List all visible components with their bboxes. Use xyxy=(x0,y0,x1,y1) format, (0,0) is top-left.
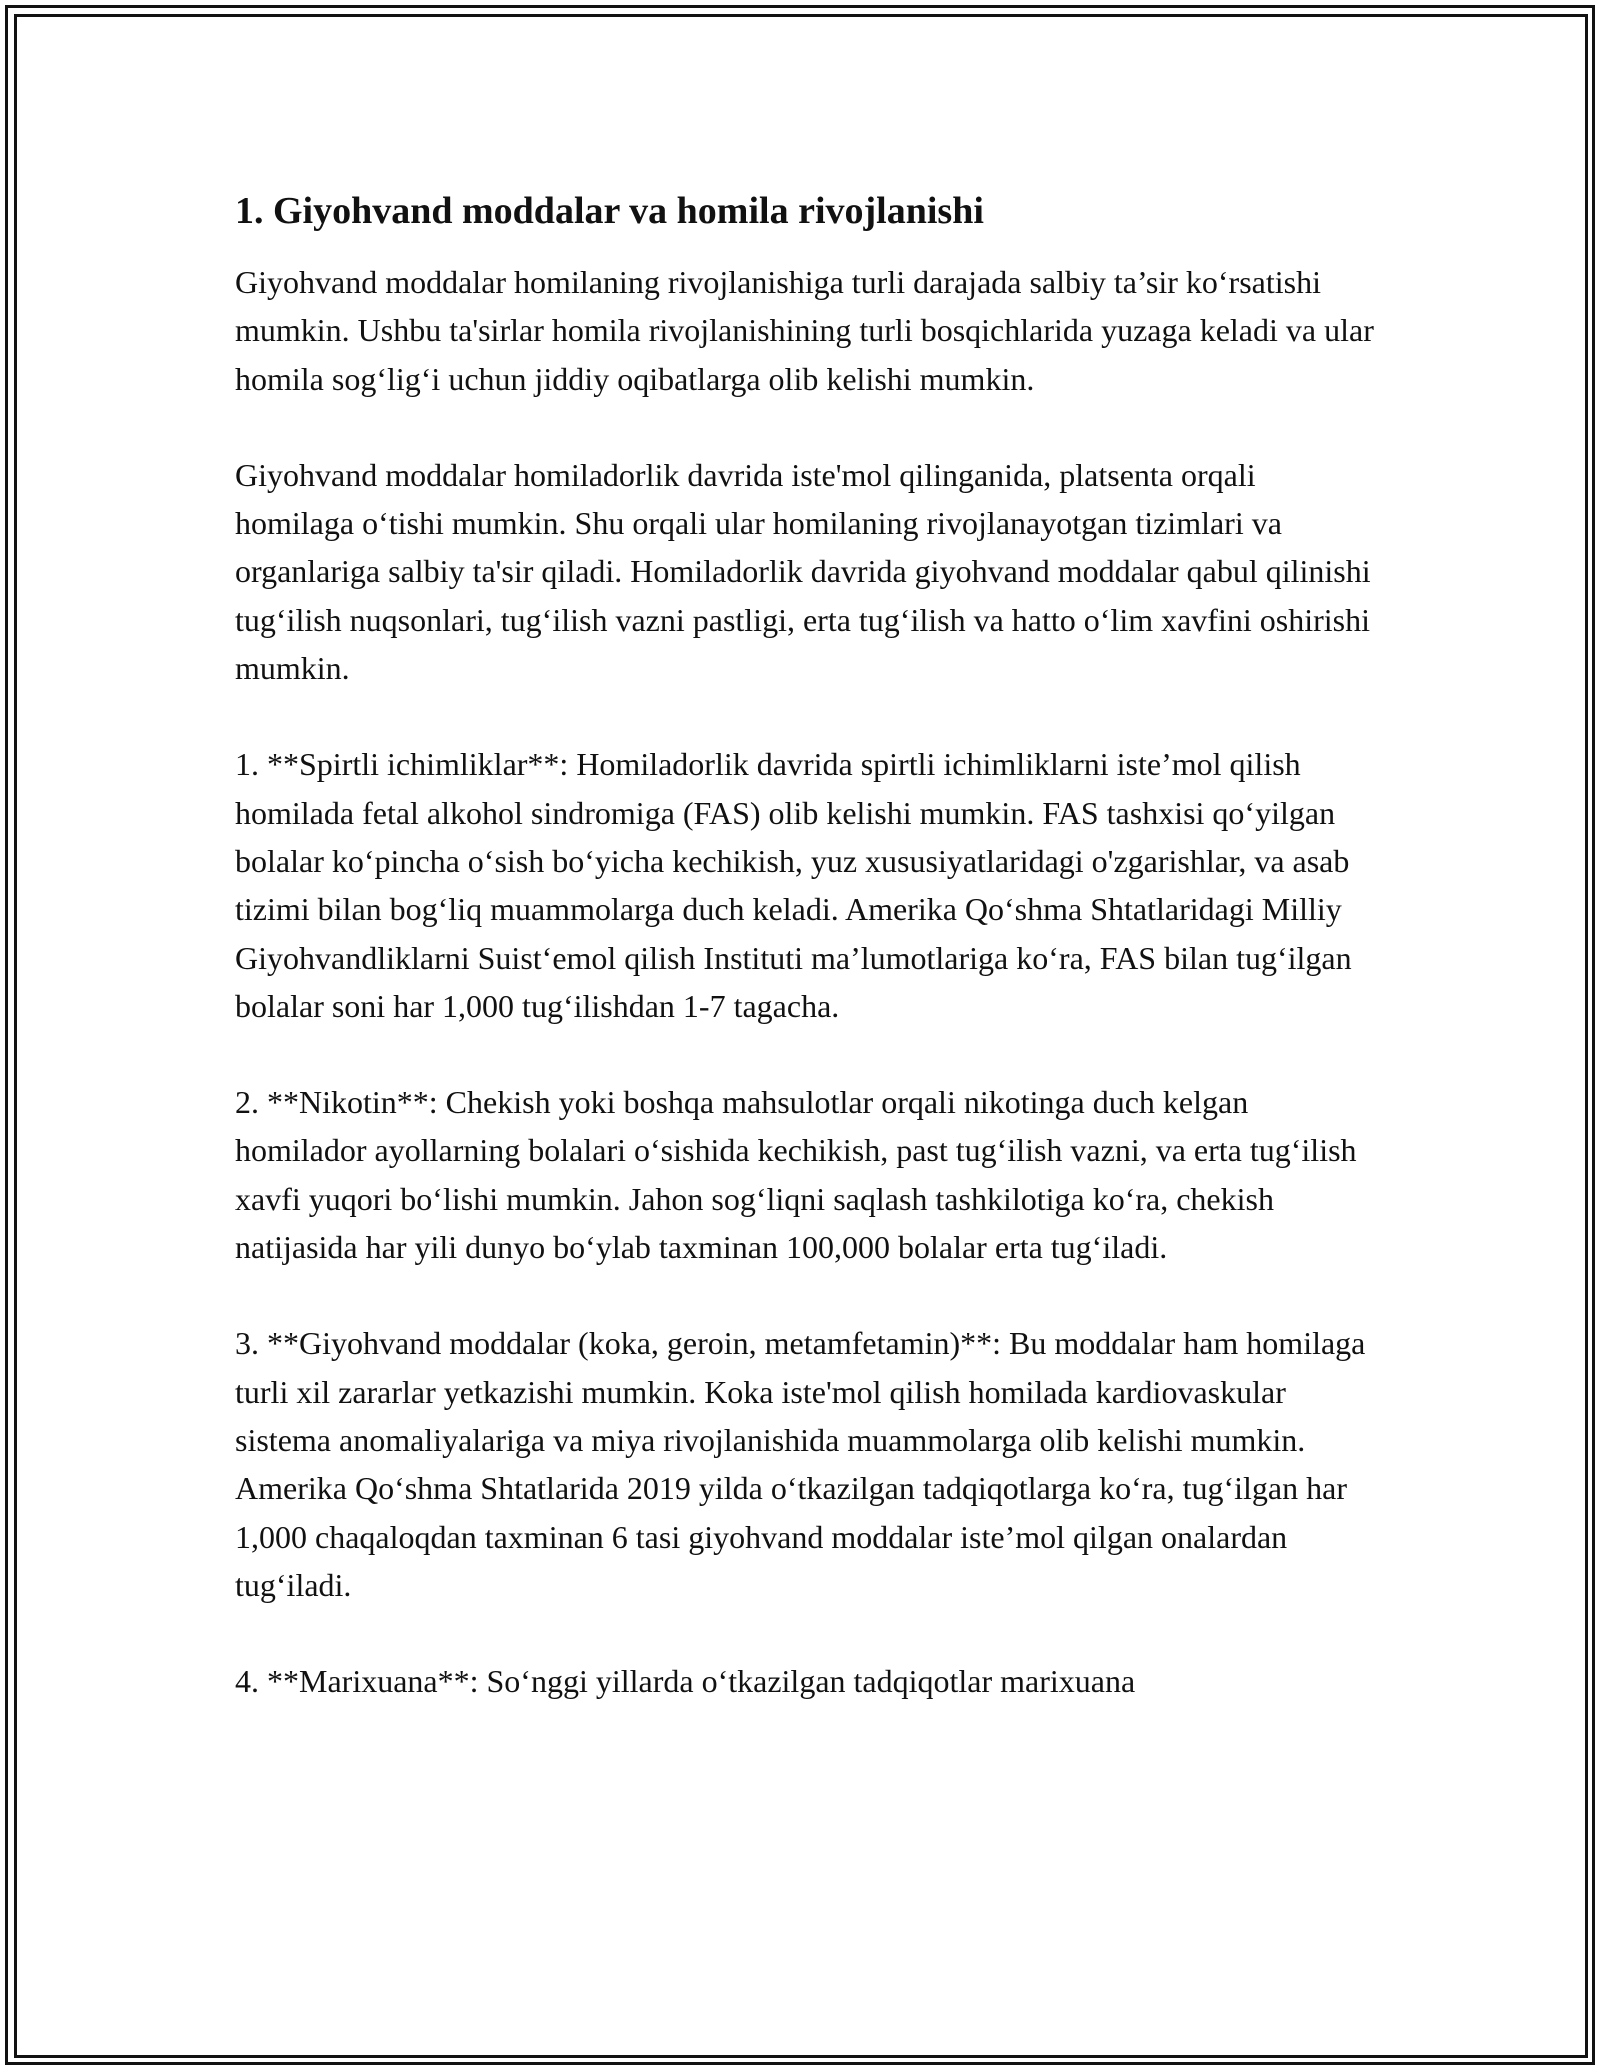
paragraph-marijuana: 4. **Marixuana**: So‘nggi yillarda o‘tkazilgan tadqiqotlar marixuana xyxy=(235,1663,1136,1700)
paragraph-drugs: 3. **Giyohvand moddalar (koka, geroin, metamfetamin)**: Bu moddalar ham homilaga turli xil zararlar yetkazishi mumkin. Koka iste'mol qilish homilada kardiovaskular sistema anomaliyalariga va miya rivojlanishida muammolarga olib kelishi mumkin. Amerika Qo‘shma Shtatlarida 2019 yilda o‘tkazilgan tadqiqotlarga ko‘ra, tug‘ilgan har 1,000 chaqaloqdan taxminan 6 tasi giyohvand moddalar iste’mol qilgan onalardan tug‘iladi. xyxy=(235,1325,1366,1603)
paragraph-alcohol: 1. **Spirtli ichimliklar**: Homiladorlik davrida spirtli ichimliklarni iste’mol qilish homilada fetal alkohol sindromiga (FAS) olib kelishi mumkin. FAS tashxisi qo‘yilgan bolalar ko‘pincha o‘sish bo‘yicha kechikish, yuz xususiyatlaridagi o'zgarishlar, va asab tizimi bilan bog‘liq muammolarga duch keladi. Amerika Qo‘shma Shtatlaridagi Milliy Giyohvandliklarni Suist‘emol qilish Instituti ma’lumotlariga ko‘ra, FAS bilan tug‘ilgan bolalar soni har 1,000 tug‘ilishdan 1-7 tagacha. xyxy=(235,746,1352,1024)
section-heading: 1. Giyohvand moddalar va homila rivojlanishi xyxy=(235,190,984,232)
document-body xyxy=(235,186,1375,1753)
paragraph-nicotine: 2. **Nikotin**: Chekish yoki boshqa mahsulotlar orqali nikotinga duch kelgan homilador ayollarning bolalari o‘sishida kechikish, past tug‘ilish vazni, va erta tug‘ilish xavfi yuqori bo‘lishi mumkin. Jahon sog‘liqni saqlash tashkilotiga ko‘ra, chekish natijasida har yili dunyo bo‘ylab taxminan 100,000 bolalar erta tug‘iladi. xyxy=(235,1084,1357,1266)
paragraph-intro: Giyohvand moddalar homilaning rivojlanishiga turli darajada salbiy ta’sir ko‘rsatishi mumkin. Ushbu ta'sirlar homila rivojlanishining turli bosqichlarida yuzaga keladi va ular homila sog‘lig‘i uchun jiddiy oqibatlarga olib kelishi mumkin. xyxy=(235,264,1374,397)
paragraph-placenta: Giyohvand moddalar homiladorlik davrida iste'mol qilinganida, platsenta orqali homilaga o‘tishi mumkin. Shu orqali ular homilaning rivojlanayotgan tizimlari va organlariga salbiy ta'sir qiladi. Homiladorlik davrida giyohvand moddalar qabul qilinishi tug‘ilish nuqsonlari, tug‘ilish vazni pastligi, erta tug‘ilish va hatto o‘lim xavfini oshirishi mumkin. xyxy=(235,456,1371,687)
